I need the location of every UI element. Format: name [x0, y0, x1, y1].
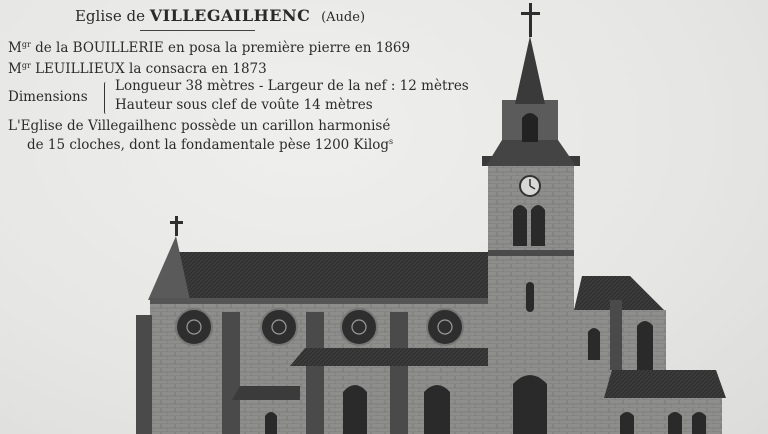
transept-buttress: [610, 300, 622, 370]
spire: [515, 36, 545, 104]
carillon-line-1: L'Eglise de Villegailhenc possède un carillon harmonisé: [8, 118, 391, 134]
belfry-opening: [522, 113, 538, 142]
nave-cornice: [150, 298, 488, 304]
tower-band: [488, 250, 574, 256]
line1-prefix: M: [8, 40, 22, 56]
line2-sup: gr: [21, 61, 31, 70]
carillon2-text: de 15 cloches, dont la fondamentale pèse 1200 Kilog: [27, 137, 390, 153]
belfry-roof: [486, 140, 576, 166]
left-cross-icon: [170, 216, 183, 236]
dimensions-line-2: Hauteur sous clef de voûte 14 mètres: [115, 97, 373, 113]
line2-text: LEUILLIEUX la consacra en 1873: [35, 61, 267, 77]
title-place: VILLEGAILHENC: [149, 6, 311, 25]
title-prefix: Eglise de: [74, 7, 145, 25]
apse-roof: [604, 370, 726, 398]
dimensions-line-1: Longueur 38 mètres - Largeur de la nef : 12 mètres: [115, 78, 469, 94]
aisle-roof: [290, 348, 488, 366]
side-roof: [232, 386, 300, 400]
line1-sup: gr: [21, 40, 31, 49]
line1-text: de la BOUILLERIE en posa la première pierre en 1869: [35, 40, 411, 56]
line2-prefix: M: [8, 61, 22, 77]
carillon2-sup: s: [389, 137, 394, 146]
spire-cross-icon: [521, 3, 540, 37]
dimensions-label: Dimensions: [8, 89, 88, 105]
nave-roof: [165, 252, 488, 300]
title-region: (Aude): [321, 10, 366, 25]
